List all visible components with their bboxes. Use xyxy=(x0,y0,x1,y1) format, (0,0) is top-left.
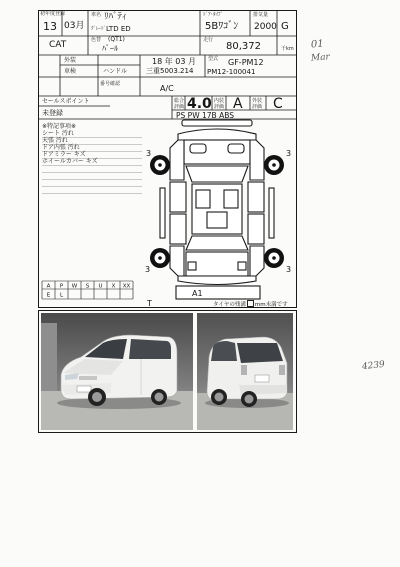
car-damage-diagram xyxy=(150,120,284,299)
door-type-label: ﾄﾞｱ･ﾀｲﾌﾟ xyxy=(203,12,224,18)
left-tail-lamp xyxy=(188,262,196,270)
model-label: 型式 xyxy=(208,56,219,62)
number-check-label: 番号確認 xyxy=(100,81,121,87)
tire-marker: T xyxy=(147,299,152,308)
overall-score-label: 総合評価 xyxy=(174,98,185,110)
van-front-hubcap xyxy=(92,392,102,402)
color-code: (QT1) xyxy=(108,36,125,43)
rear-bumper-face xyxy=(176,286,260,299)
van-side-windows xyxy=(129,339,171,359)
rear-window xyxy=(186,236,248,250)
plate-number: 三重5003.214 xyxy=(146,67,194,75)
inspection-label: 車検 xyxy=(64,68,77,75)
van-rear-right-hubcap xyxy=(245,395,254,404)
mileage-value: 80,372 xyxy=(226,41,261,52)
tire-tread-note xyxy=(213,300,288,309)
tire-depth-box xyxy=(247,300,254,307)
checklist-header: P xyxy=(59,283,64,290)
remark-item: ホイールカバー キズ xyxy=(42,158,98,165)
right-rear-door xyxy=(248,214,264,244)
left-rear-door xyxy=(170,214,186,244)
tire-note-prefix: タイヤの残溝 xyxy=(213,302,246,308)
van-rear-hubcap xyxy=(155,393,164,402)
front-bumper xyxy=(178,129,256,140)
interior-grade-label: 内装評価 xyxy=(214,98,225,110)
color-label: 色替 xyxy=(91,37,102,43)
handwritten-month: Mar xyxy=(310,52,331,64)
registration-year: 13 xyxy=(43,20,57,33)
model-code: GF-PM12 xyxy=(228,58,264,67)
remark-item: ドア内張 汚れ xyxy=(42,144,80,151)
checklist-header: XX xyxy=(122,283,131,290)
van-grille xyxy=(79,376,97,380)
tire-note-suffix: mm未満です xyxy=(254,302,288,308)
checklist-header: U xyxy=(98,283,103,290)
rear-bumper xyxy=(178,276,256,285)
remark-item: 天張 汚れ xyxy=(42,137,68,144)
transmission-value: CAT xyxy=(49,40,67,50)
sales-point-label: セールスポイント xyxy=(42,98,90,105)
right-rear-quarter xyxy=(250,246,264,276)
exterior-label: 外装 xyxy=(64,57,77,64)
inspection-date: 18 年 03 月 xyxy=(152,57,196,66)
left-side-skirt xyxy=(160,188,165,238)
remark-item: ドアミラー キズ xyxy=(42,151,86,158)
right-side-skirt xyxy=(269,188,274,238)
displacement-value: 2000 xyxy=(254,22,277,32)
color-value: ﾊﾟｰﾙ xyxy=(102,44,118,53)
wheel-damage-mark: 3 xyxy=(286,265,292,274)
handwritten-day: 01 xyxy=(310,38,325,51)
checklist-cell: E xyxy=(46,292,51,299)
checklist-header: W xyxy=(71,283,78,290)
rear-seat xyxy=(207,212,227,228)
overall-score: 4.0 xyxy=(187,96,212,112)
displacement-label: 排気量 xyxy=(253,12,269,18)
left-headlight xyxy=(190,144,206,153)
left-front-fender xyxy=(170,140,184,180)
car-name: ﾘﾊﾞﾃｨ xyxy=(104,12,127,22)
wheel-damage-mark: 3 xyxy=(146,149,152,158)
rear-view-photo xyxy=(197,313,293,430)
right-front-door xyxy=(248,182,264,212)
van-rear-window xyxy=(237,343,283,363)
registration-month: 03月 xyxy=(64,21,85,31)
van-license-plate xyxy=(77,386,91,392)
aircon-value: A/C xyxy=(160,84,174,93)
wheel-damage-mark: 3 xyxy=(286,149,292,158)
van-left-tail-lamp xyxy=(241,365,247,375)
wheel-damage-mark: 3 xyxy=(145,265,151,274)
checklist-header: A xyxy=(46,283,51,290)
front-right-seat xyxy=(224,190,238,208)
left-rear-quarter xyxy=(170,246,184,276)
mileage-unit: 千km xyxy=(281,46,294,52)
right-front-fender xyxy=(250,140,264,180)
checklist-grid xyxy=(42,281,133,299)
checklist-cell: L xyxy=(59,292,64,299)
car-name-label: 車名 xyxy=(91,12,102,18)
right-rear-wheel xyxy=(264,248,284,268)
grade-label: ｸﾞﾚｰﾄﾞ xyxy=(91,26,107,32)
chassis-number: PM12-100041 xyxy=(207,68,256,76)
grade-value: LTD ED xyxy=(106,25,131,33)
front-view-photo xyxy=(41,313,193,430)
mileage-label: 走行 xyxy=(203,37,214,43)
right-headlight xyxy=(228,144,244,153)
front-bumper-face xyxy=(182,120,252,126)
van-rear-left-hubcap xyxy=(215,393,224,402)
left-rear-wheel xyxy=(150,248,170,268)
windshield xyxy=(186,166,248,182)
front-left-seat xyxy=(196,190,210,208)
interior-grade: A xyxy=(233,96,243,112)
rear-bumper-damage-mark: A1 xyxy=(192,289,203,298)
remark-item: シート 汚れ xyxy=(42,130,74,137)
first-registration-label: 初年度登録 xyxy=(40,11,66,17)
exterior-grade: C xyxy=(273,96,283,112)
garage-wall-panel xyxy=(41,323,57,393)
fuel-type: G xyxy=(281,21,289,32)
door-type-value: 5Bﾜｺﾞﾝ xyxy=(205,21,239,32)
equipment-list: PS PW 17B ABS xyxy=(176,110,234,120)
checklist-header: X xyxy=(111,283,116,290)
right-tail-lamp xyxy=(238,262,246,270)
sales-point-text: 未登録 xyxy=(42,109,63,117)
van-license-plate xyxy=(255,375,269,382)
van-right-tail-lamp xyxy=(279,365,285,375)
exterior-grade-label: 外装評価 xyxy=(252,98,263,110)
steering-label: ハンドル xyxy=(103,68,128,75)
handwritten-lot-number: 4239 xyxy=(361,359,386,373)
left-front-door xyxy=(170,182,186,212)
remarks-title: ※特記事項※ xyxy=(42,123,77,130)
right-front-wheel xyxy=(264,155,284,175)
left-front-wheel xyxy=(150,155,170,175)
checklist-header: S xyxy=(85,283,90,290)
